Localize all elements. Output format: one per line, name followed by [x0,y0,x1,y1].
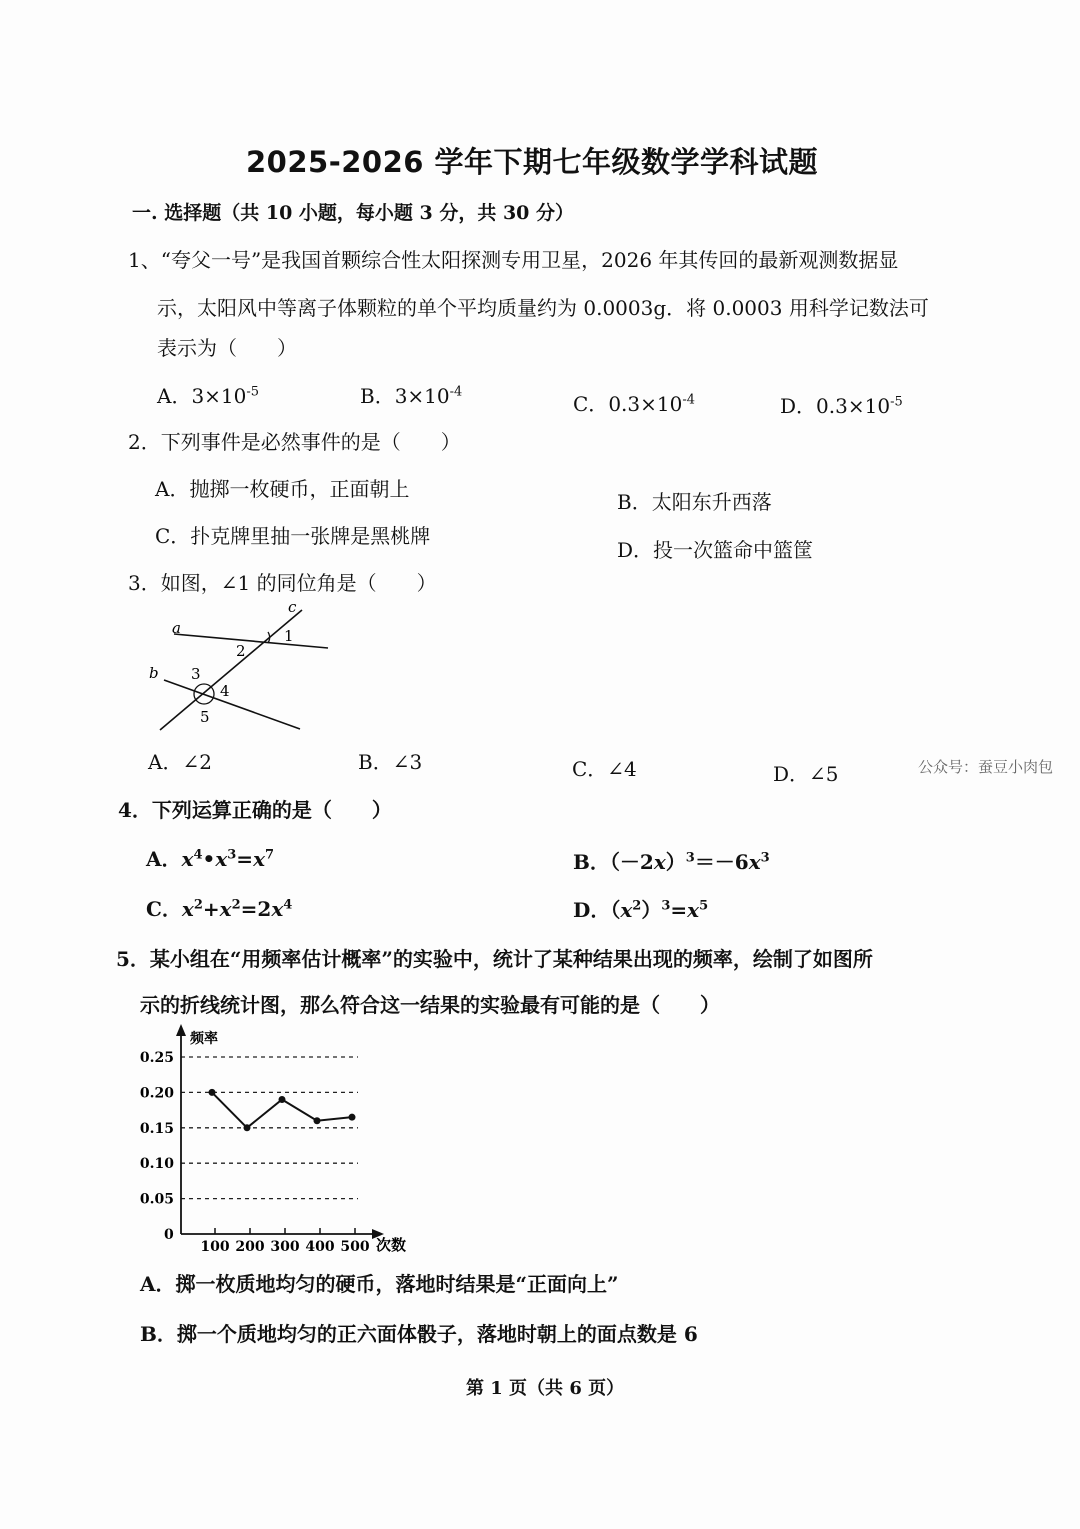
q2-option-a: A．抛掷一枚硬币，正面朝上 [155,477,410,501]
q5-option-a: A．掷一枚质地均匀的硬币，落地时结果是“正面向上” [140,1272,619,1296]
label-5: 5 [200,708,210,726]
data-point [279,1096,286,1103]
origin-label: 0 [164,1227,174,1243]
label-4: 4 [220,682,230,700]
page-title: 2025-2026 学年下期七年级数学学科试题 [246,145,819,179]
y-tick-label: 0.10 [139,1156,174,1173]
q1-line3: 表示为（ ） [157,336,297,360]
label-c: c [288,598,297,616]
label-1: 1 [284,627,294,645]
x-tick-label: 400 [305,1239,335,1255]
q3-stem: 3．如图，∠1 的同位角是（ ） [128,571,437,595]
q1-option-a: A．$3\times 10^{-5}$ [157,384,260,408]
y-axis-label: 频率 [190,1031,218,1047]
q1-option-c: C．$0.3\times 10^{-4}$ [573,392,695,416]
q2-option-b: B．太阳东升西落 [617,490,772,514]
data-point [244,1124,251,1131]
q3-option-d: D．∠5 [773,762,839,786]
q3-option-b: B．∠3 [358,750,423,774]
data-point [209,1089,216,1096]
line-a [174,634,328,648]
page-footer: 第 1 页（共 6 页） [466,1378,625,1399]
q1-option-d: D．$0.3\times 10^{-5}$ [780,394,903,418]
y-tick-labels [140,1050,174,1208]
y-axis-arrow [176,1024,186,1036]
q1-line2: 示，太阳风中等离子体颗粒的单个平均质量约为 0.0003g．将 0.0003 用科学记数法可 [157,296,929,320]
q4-option-c: C．$x^2+x^2=2x^4$ [146,897,293,921]
q4-stem: 4．下列运算正确的是（ ） [118,798,392,822]
y-tick-label: 0.25 [139,1050,174,1066]
q3-option-c: C．∠4 [572,757,637,781]
y-tick-label: 0.15 [139,1120,174,1137]
data-point [349,1114,356,1121]
q3-figure [140,596,350,736]
data-point [314,1117,321,1124]
q2-stem: 2．下列事件是必然事件的是（ ） [128,430,461,454]
label-3: 3 [191,665,201,683]
y-tick-label: 0.20 [139,1085,174,1102]
x-tick-label: 200 [235,1239,265,1255]
line-c [160,610,302,730]
y-tick-label: 0.05 [139,1191,174,1208]
x-tick-label: 100 [200,1239,230,1255]
q5-line2: 示的折线统计图，那么符合这一结果的实验最有可能的是（ ） [140,993,720,1017]
q4-option-b: B．$(-2x)^3=-6x^3$ [573,850,770,874]
q5-option-b: B．掷一个质地均匀的正六面体骰子，落地时朝上的面点数是 6 [140,1322,698,1346]
x-tick-label: 300 [270,1239,300,1255]
q1-line1: 1、“夸父一号”是我国首颗综合性太阳探测专用卫星，2026 年其传回的最新观测数据显 [128,248,899,272]
watermark: 公众号：蚕豆小肉包 [918,758,1054,776]
q4-option-d: D．$(x^2)^3=x^5$ [573,898,709,922]
frequency-line-chart [128,1020,428,1260]
label-2: 2 [236,642,246,660]
q3-option-a: A．∠2 [148,750,212,774]
q2-option-c: C．扑克牌里抽一张牌是黑桃牌 [155,524,431,548]
q1-option-b: B．$3\times 10^{-4}$ [360,384,463,408]
q4-option-a: A．$x^4•x^3=x^7$ [146,847,275,871]
chart-grid [181,1057,358,1199]
q2-option-d: D．投一次篮命中篮筐 [617,538,814,562]
label-a: a [172,619,181,637]
x-axis-label: 次数 [376,1236,407,1254]
section-heading: 一. 选择题（共 10 小题，每小题 3 分，共 30 分） [132,202,575,224]
line-b [164,680,300,729]
x-tick-label: 500 [340,1239,370,1255]
q5-line1: 5．某小组在“用频率估计概率”的实验中，统计了某种结果出现的频率，绘制了如图所 [116,947,873,971]
x-tick-labels [200,1228,369,1255]
label-b: b [149,664,159,682]
